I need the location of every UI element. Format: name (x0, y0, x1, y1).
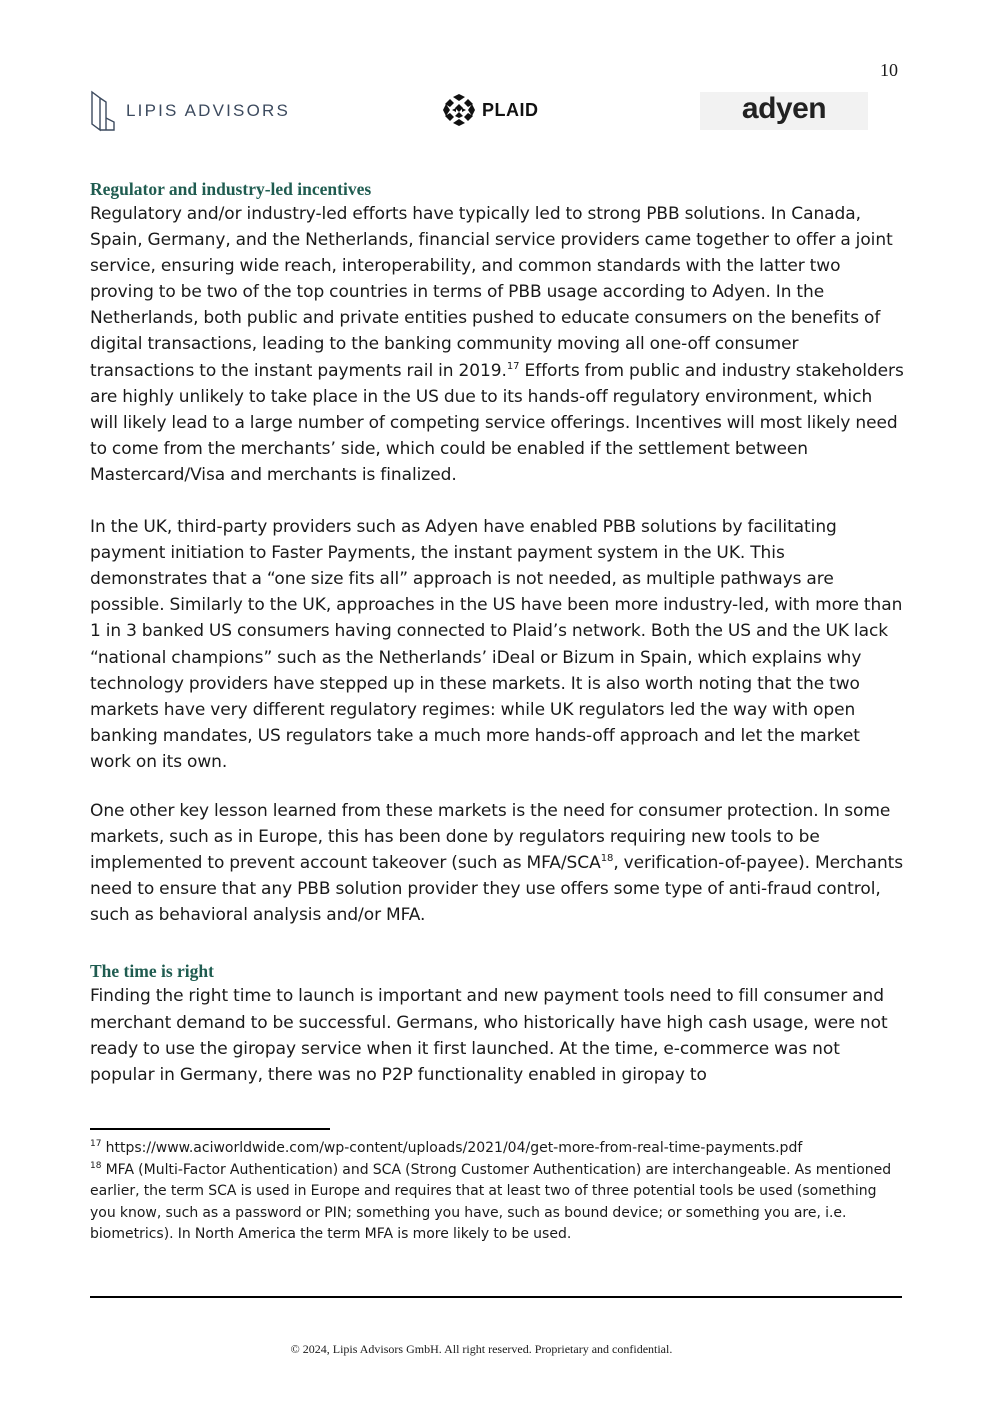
paragraph-consumer-protection (90, 798, 904, 928)
paragraph-uk-us: In the UK, third-party providers such as Adyen have enabled PBB solutions by facilitating payment initiation to Faster Payments, the instant payment system in the UK. This demonstrates that a “one size fits all” approach is not needed, as multiple pathways are possible. Similarly to the UK, approaches in the US have been more industry-led, with more than 1 in 3 banked US consumers having connected to Plaid’s network. Both the US and the UK lack “national champions” such as the Netherlands’ iDeal or Bizum in Spain, which explains why technology providers have stepped up in these markets. It is also worth noting that the two markets have very different regulatory regimes: while UK regulators led the way with open banking mandates, US regulators take a much more hands-off approach and let the market work on its own. (90, 517, 903, 772)
lipis-wordmark: LIPIS ADVISORS (126, 101, 291, 120)
page-number: 10 (880, 60, 898, 80)
copyright-footer: © 2024, Lipis Advisors GmbH. All right reserved. Proprietary and confidential. (290, 1342, 673, 1356)
paragraph-regulatory-efforts (90, 201, 904, 488)
footnote-number: 17 (90, 1139, 102, 1149)
footer-divider (90, 1296, 902, 1298)
logo-row (88, 88, 908, 136)
main-content (90, 177, 904, 1088)
paragraph-text: Efforts from public and industry stakeholders are highly unlikely to take place in the US due to its hands-off regulatory environment, which will likely lead to a large number of competing service offerings. Incentives will most likely need to come from the merchants’ side, which could be enabled if the settlement between Mastercard/Visa and merchants is finalized. (90, 360, 904, 485)
adyen-logo (700, 92, 868, 130)
paragraph-text: One other key lesson learned from these markets is the need for consumer protection. In some markets, such as in Europe, this has been done by regulators requiring new tools to be implemented to prevent account takeover (such as MFA/SCA (90, 800, 891, 874)
heading-time-is-right: The time is right (90, 961, 214, 982)
footnotes (90, 1138, 902, 1246)
plaid-mark-icon (442, 93, 476, 127)
paragraph-text: , verification-of-payee). Merchants need to ensure that any PBB solution provider they use offers some type of anti-fraud control, such as behavioral analysis and/or MFA. (90, 853, 904, 926)
lipis-advisors-logo (90, 90, 290, 132)
footnote-17 (90, 1138, 902, 1160)
adyen-wordmark: adyen (741, 92, 827, 125)
footnote-link[interactable]: https://www.aciworldwide.com/wp-content/uploads/2021/04/get-more-from-real-time-payments.pdf (101, 1140, 803, 1156)
plaid-logo (442, 93, 539, 127)
footnote-number: 18 (90, 1160, 102, 1171)
paragraph-right-time: Finding the right time to launch is important and new payment tools need to fill consumer and merchant demand to be successful. Germans, who historically have high cash usage, were not ready to use the giropay service when it first launched. At the time, e-commerce was not popular in Germany, there was no P2P functionality enabled in giropay to (90, 986, 888, 1085)
heading-regulator-incentives: Regulator and industry-led incentives (90, 179, 372, 199)
lipis-mark-icon (90, 90, 116, 132)
footnote-18 (90, 1160, 902, 1246)
plaid-wordmark: PLAID (482, 99, 539, 120)
footnote-ref-17: 17 (506, 360, 520, 372)
footnote-ref-18: 18 (600, 853, 614, 865)
paragraph-text: Regulatory and/or industry-led efforts have typically led to strong PBB solutions. In Canada, Spain, Germany, and the Netherlands, financial service providers came together to offer a joint service, ensuring wide reach, interoperability, and common standards with the latter two proving to be two of the top countries in terms of PBB usage according to Adyen. In the Netherlands, both public and private entities pushed to educate consumers on the benefits of digital transactions, leading to the banking community moving all one-off consumer transactions to the instant payments rail in 2019. (90, 204, 893, 381)
footnote-divider (90, 1128, 330, 1130)
footnote-text: MFA (Multi-Factor Authentication) and SCA (Strong Customer Authentication) are interchangeable. As mentioned earlier, the term SCA is used in Europe and requires that at least two of three potential tools be used (something you know, such as a password or PIN; something you have, such as bound device; or something you are, i.e. biometrics). In North America the term MFA is more likely to be used. (90, 1161, 892, 1242)
